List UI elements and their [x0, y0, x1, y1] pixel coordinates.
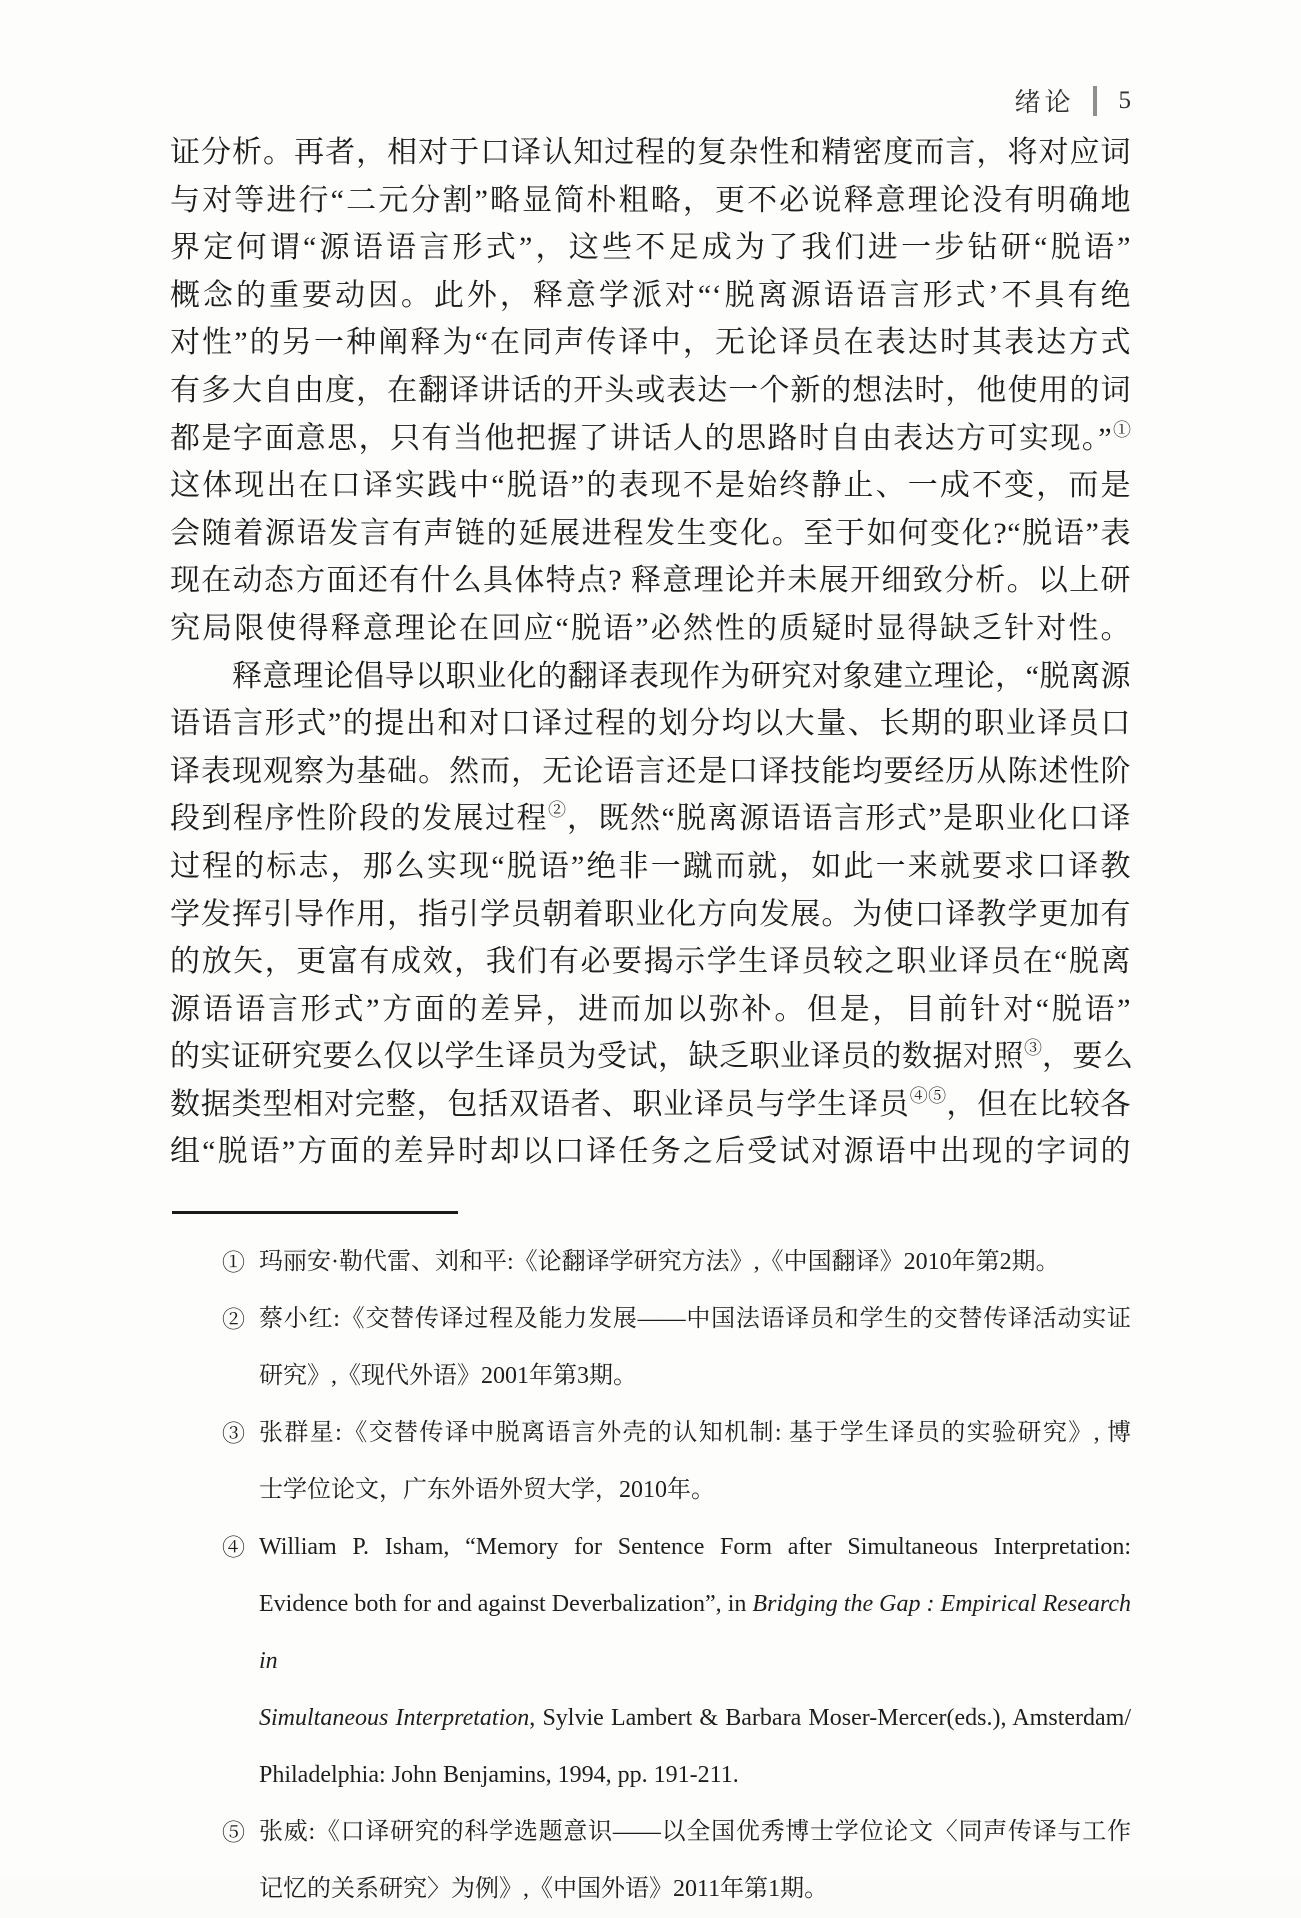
footnotes [222, 1234, 1131, 1918]
body-text-line: 现在动态方面还有什么具体特点? 释意理论并未展开细致分析。以上研 [170, 564, 1131, 598]
footnote-text-italic: Bridging the Gap : Empirical Research in [259, 1591, 1131, 1674]
footnote-text: 记忆的关系研究〉为例》,《中国外语》2011年第1期。 [259, 1876, 829, 1902]
footnote-item [222, 1804, 1131, 1918]
footnote-text: 张群星:《交替传译中脱离语言外壳的认知机制: 基于学生译员的实验研究》, 博 [259, 1420, 1131, 1446]
paragraph-indent [170, 685, 232, 686]
body-text-line: 证分析。再者，相对于口译认知过程的复杂性和精密度而言，将对应词 [170, 136, 1131, 169]
footnote-text: 蔡小红:《交替传译过程及能力发展——中国法语译员和学生的交替传译活动实证 [259, 1306, 1131, 1332]
footnote-text: Evidence both for and against Deverbalization”, in [259, 1591, 753, 1617]
footnote-text: , Sylvie Lambert & Barbara Moser-Mercer(eds.), Amsterdam/ [529, 1705, 1131, 1731]
body-text-line: 段到程序性阶段的发展过程②，既然“脱离源语语言形式”是职业化口译 [170, 800, 1132, 836]
body-text-line: 释意理论倡导以职业化的翻译表现作为研究对象建立理论，“脱离源 [170, 653, 1131, 701]
body-text-line: 与对等进行“二元分割”略显简朴粗略，更不必说释意理论没有明确地 [170, 183, 1131, 217]
footnote-reference: ① [1112, 419, 1131, 440]
page-number: 5 [1118, 86, 1131, 114]
footnote-line [259, 1690, 1131, 1747]
footnote-text: William P. Isham, “Memory for Sentence Form after Simultaneous Interpretation: [259, 1534, 1131, 1560]
footnote-text: 玛丽安·勒代雷、刘和平:《论翻译学研究方法》,《中国翻译》2010年第2期。 [259, 1249, 1060, 1275]
footnote-reference: ⑤ [928, 1085, 947, 1106]
footnote-line [259, 1462, 1131, 1519]
body-text-line: 学发挥引导作用，指引学员朝着职业化方向发展。为使口译教学更加有 [170, 897, 1131, 931]
footnote-line [259, 1405, 1131, 1462]
paragraph [170, 653, 1134, 1177]
body-text-line: 源语语言形式”方面的差异，进而加以弥补。但是，目前针对“脱语” [170, 992, 1131, 1026]
footnote-line [259, 1747, 1131, 1804]
body-text-line: 会随着源语发言有声链的延展进程发生变化。至于如何变化?“脱语”表 [170, 516, 1131, 550]
body-text-line: 这体现出在口译实践中“脱语”的表现不是始终静止、一成不变，而是 [170, 469, 1131, 503]
footnote-marker: ① [222, 1250, 245, 1275]
footnote-text: 研究》,《现代外语》2001年第3期。 [259, 1363, 637, 1389]
footnote-item [222, 1291, 1131, 1405]
footnote-text-italic: Simultaneous Interpretation [259, 1705, 530, 1731]
body-text-line: 过程的标志，那么实现“脱语”绝非一蹴而就，如此一来就要求口译教 [170, 849, 1131, 883]
footnote-line [259, 1861, 1131, 1918]
body-text-line: 究局限使得释意理论在回应“脱语”必然性的质疑时显得缺乏针对性。 [170, 611, 1131, 645]
footnote-reference: ② [547, 800, 567, 821]
footnote-item [222, 1234, 1131, 1291]
footnote-line [259, 1576, 1131, 1690]
footnote-item [222, 1405, 1131, 1519]
footnote-reference: ③ [1024, 1038, 1042, 1059]
footnote-text: 士学位论文，广东外语外贸大学，2010年。 [259, 1477, 715, 1503]
section-title: 绪论 [1014, 88, 1075, 117]
footnote-marker: ⑤ [222, 1820, 245, 1845]
body-text-line: 语语言形式”的提出和对口译过程的划分均以大量、长期的职业译员口 [170, 707, 1131, 741]
header-divider [1093, 86, 1097, 116]
body-text-line: 组“脱语”方面的差异时却以口译任务之后受试对源语中出现的字词的 [170, 1135, 1131, 1169]
footnote-separator [172, 1211, 458, 1214]
body-text-line: 的实证研究要么仅以学生译员为受试，缺乏职业译员的数据对照③，要么 [170, 1038, 1134, 1074]
footnote-marker: ② [222, 1307, 245, 1332]
paragraph [170, 129, 1131, 653]
body-text-line: 有多大自由度，在翻译讲话的开头或表达一个新的想法时，他使用的词 [170, 373, 1131, 407]
footnote-marker: ④ [222, 1535, 245, 1560]
footnote-line [259, 1234, 1131, 1291]
body-text-line: 都是字面意思，只有当他把握了讲话人的思路时自由表达方可实现。”① [170, 419, 1131, 455]
footnote-text: Philadelphia: John Benjamins, 1994, pp. 191-211. [259, 1762, 739, 1788]
body-text-line: 界定何谓“源语语言形式”，这些不足成为了我们进一步钻研“脱语” [170, 231, 1131, 265]
body-text-line: 的放矢，更富有成效，我们有必要揭示学生译员较之职业译员在“脱离 [170, 945, 1131, 979]
footnote-line [259, 1291, 1131, 1348]
footnote-line [259, 1348, 1131, 1405]
body-text-line: 译表现观察为基础。然而，无论语言还是口译技能均要经历从陈述性阶 [170, 754, 1131, 788]
footnote-text: 张威:《口译研究的科学选题意识——以全国优秀博士学位论文〈同声传译与工作 [259, 1819, 1131, 1845]
footnote-line [259, 1519, 1131, 1576]
footnote-marker: ③ [222, 1421, 245, 1446]
footnote-item [222, 1519, 1131, 1804]
body-text-line: 对性”的另一种阐释为“在同声传译中，无论译员在表达时其表达方式 [170, 326, 1131, 360]
body-text-line: 概念的重要动因。此外，释意学派对“‘脱离源语语言形式’不具有绝 [170, 278, 1131, 312]
body-text [170, 129, 1134, 1176]
body-text-line: 数据类型相对完整，包括双语者、职业译员与学生译员④⑤，但在比较各 [170, 1085, 1132, 1121]
footnote-line [259, 1804, 1131, 1861]
footnote-reference: ④ [909, 1085, 929, 1106]
page-header [1014, 82, 1131, 119]
